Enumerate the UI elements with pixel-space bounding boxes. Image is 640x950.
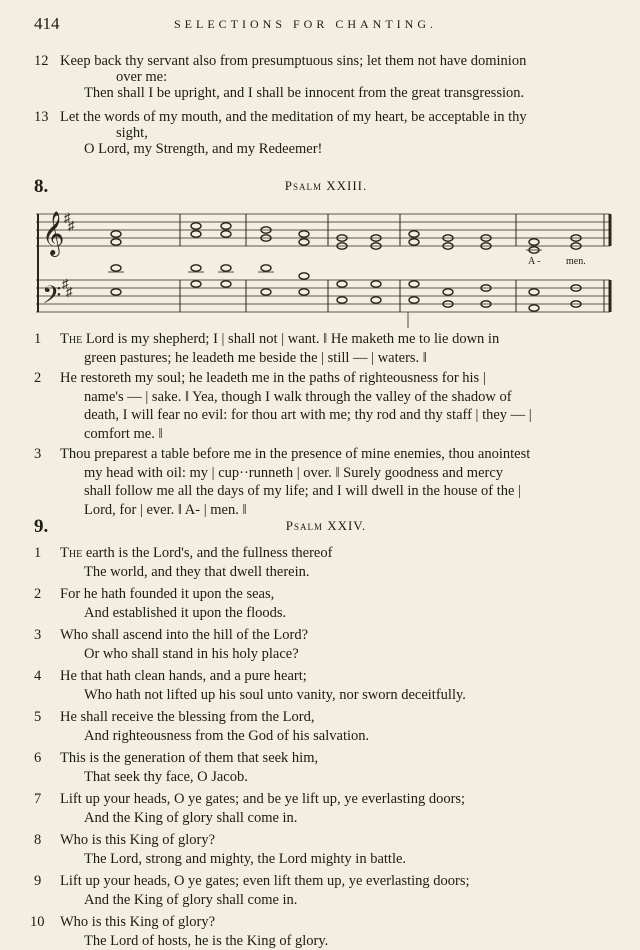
- psalm-title: Psalm XXIV.: [34, 518, 618, 534]
- verse-number: 3: [34, 445, 54, 464]
- verse-line: O Lord, my Strength, and my Redeemer!: [34, 140, 618, 159]
- verse-line: And the King of glory shall come in.: [34, 809, 618, 828]
- verse-number: 3: [34, 626, 54, 645]
- verse: [34, 445, 618, 519]
- psalm-24-heading: [34, 516, 618, 538]
- verse-line: And established it upon the floods.: [34, 604, 618, 623]
- verse-line: Who hath not lifted up his soul unto vanity, nor sworn deceitfully.: [34, 686, 618, 705]
- treble-staff: [36, 214, 610, 246]
- previous-psalm-verses: [34, 52, 618, 158]
- verse-line: [34, 544, 618, 563]
- verse: [34, 626, 618, 663]
- verse-line: Lord, for | ever. ‖ A- | men. ‖: [34, 501, 618, 520]
- verse-line: comfort me. ‖: [34, 425, 618, 444]
- sharp-icon: ♯: [64, 210, 71, 225]
- verse-number: 13: [34, 108, 54, 127]
- amen-syllable: A -: [528, 256, 541, 267]
- verse: [34, 330, 618, 367]
- psalm-23-heading: [34, 176, 618, 198]
- bass-clef-icon: 𝄢: [42, 281, 61, 316]
- verse-line: For he hath founded it upon the seas,: [34, 585, 618, 604]
- verse-line: name's — | sake. ‖ Yea, though I walk through the valley of the shadow of: [34, 388, 618, 407]
- verse-line: And righteousness from the God of his salvation.: [34, 727, 618, 746]
- verse: [34, 52, 618, 102]
- verse-line: He restoreth my soul; he leadeth me in the paths of righteousness for his |: [34, 369, 618, 388]
- verse-line: This is the generation of them that seek him,: [34, 749, 618, 768]
- barlines: [38, 214, 610, 312]
- verse-line: sight,: [34, 127, 618, 140]
- page-number: 414: [34, 14, 60, 34]
- verse: [34, 872, 618, 909]
- verse-line: Then shall I be upright, and I shall be innocent from the great transgression.: [34, 84, 618, 103]
- verse-line: Thou preparest a table before me in the presence of mine enemies, thou anointest: [34, 445, 618, 464]
- verse-line: [34, 330, 618, 349]
- verse-line: death, I will fear no evil: for thou art with me; thy rod and thy staff | they — |: [34, 406, 618, 425]
- verse-text: Lord is my shepherd; I | shall not | want. ‖ He maketh me to lie down in: [82, 331, 499, 347]
- verse-line: Keep back thy servant also from presumptuous sins; let them not have dominion: [34, 52, 618, 71]
- verse-line: Or who shall stand in his holy place?: [34, 645, 618, 664]
- verse-line: over me:: [34, 71, 618, 84]
- verse-number: 12: [34, 52, 54, 71]
- verse-line: Who is this King of glory?: [34, 831, 618, 850]
- verse: [34, 544, 618, 581]
- verse-initial-word: The: [60, 545, 82, 561]
- bass-staff: [36, 280, 610, 312]
- psalm-title: Psalm XXIII.: [34, 178, 618, 194]
- verse: [34, 708, 618, 745]
- verse-number: 4: [34, 667, 54, 686]
- psalm-23-verses: [34, 330, 618, 519]
- selection-number: 9.: [34, 516, 48, 538]
- verse-line: The world, and they that dwell therein.: [34, 563, 618, 582]
- verse-line: green pastures; he leadeth me beside the | still — | waters. ‖: [34, 349, 618, 368]
- verse: [34, 831, 618, 868]
- sharp-icon: ♯: [62, 276, 69, 291]
- running-head: SELECTIONS FOR CHANTING.: [174, 17, 437, 32]
- verse-number: 9: [34, 872, 54, 891]
- verse-number: 8: [34, 831, 54, 850]
- verse-line: Lift up your heads, O ye gates; even lift them up, ye everlasting doors;: [34, 872, 618, 891]
- verse: [34, 790, 618, 827]
- chant-music-score: [36, 204, 616, 328]
- verse-line: Let the words of my mouth, and the meditation of my heart, be acceptable in thy: [34, 108, 618, 127]
- verse-line: my head with oil: my | cup··runneth | over. ‖ Surely goodness and mercy: [34, 464, 618, 483]
- verse-text: earth is the Lord's, and the fullness thereof: [82, 545, 332, 561]
- verse-initial-word: The: [60, 331, 82, 347]
- amen-syllable: men.: [566, 256, 586, 267]
- verse-line: shall follow me all the days of my life; and I will dwell in the house of the |: [34, 482, 618, 501]
- selection-number: 8.: [34, 176, 48, 198]
- verse: [34, 749, 618, 786]
- verse-line: The Lord of hosts, he is the King of glory.: [34, 932, 618, 950]
- page-header: [34, 14, 614, 36]
- verse: [34, 369, 618, 443]
- verse-line: And the King of glory shall come in.: [34, 891, 618, 910]
- verse: [34, 913, 618, 950]
- verse: [34, 667, 618, 704]
- verse-line: He shall receive the blessing from the Lord,: [34, 708, 618, 727]
- verse-number: 2: [34, 369, 54, 388]
- verse-line: Who is this King of glory?: [34, 913, 618, 932]
- verse-number: 10: [30, 913, 50, 932]
- verse-number: 1: [34, 330, 54, 349]
- verse: [34, 585, 618, 622]
- verse-line: He that hath clean hands, and a pure heart;: [34, 667, 618, 686]
- verse-number: 2: [34, 585, 54, 604]
- verse-number: 6: [34, 749, 54, 768]
- verse-number: 1: [34, 544, 54, 563]
- verse-line: Who shall ascend into the hill of the Lord?: [34, 626, 618, 645]
- verse-line: Lift up your heads, O ye gates; and be ye lift up, ye everlasting doors;: [34, 790, 618, 809]
- sharp-icon: ♯: [66, 284, 73, 299]
- psalm-24-verses: [34, 544, 618, 950]
- verse: [34, 108, 618, 158]
- treble-clef-icon: 𝄞: [42, 211, 64, 257]
- sharp-icon: ♯: [68, 218, 75, 233]
- verse-number: 7: [34, 790, 54, 809]
- verse-number: 5: [34, 708, 54, 727]
- verse-line: That seek thy face, O Jacob.: [34, 768, 618, 787]
- verse-line: The Lord, strong and mighty, the Lord mighty in battle.: [34, 850, 618, 869]
